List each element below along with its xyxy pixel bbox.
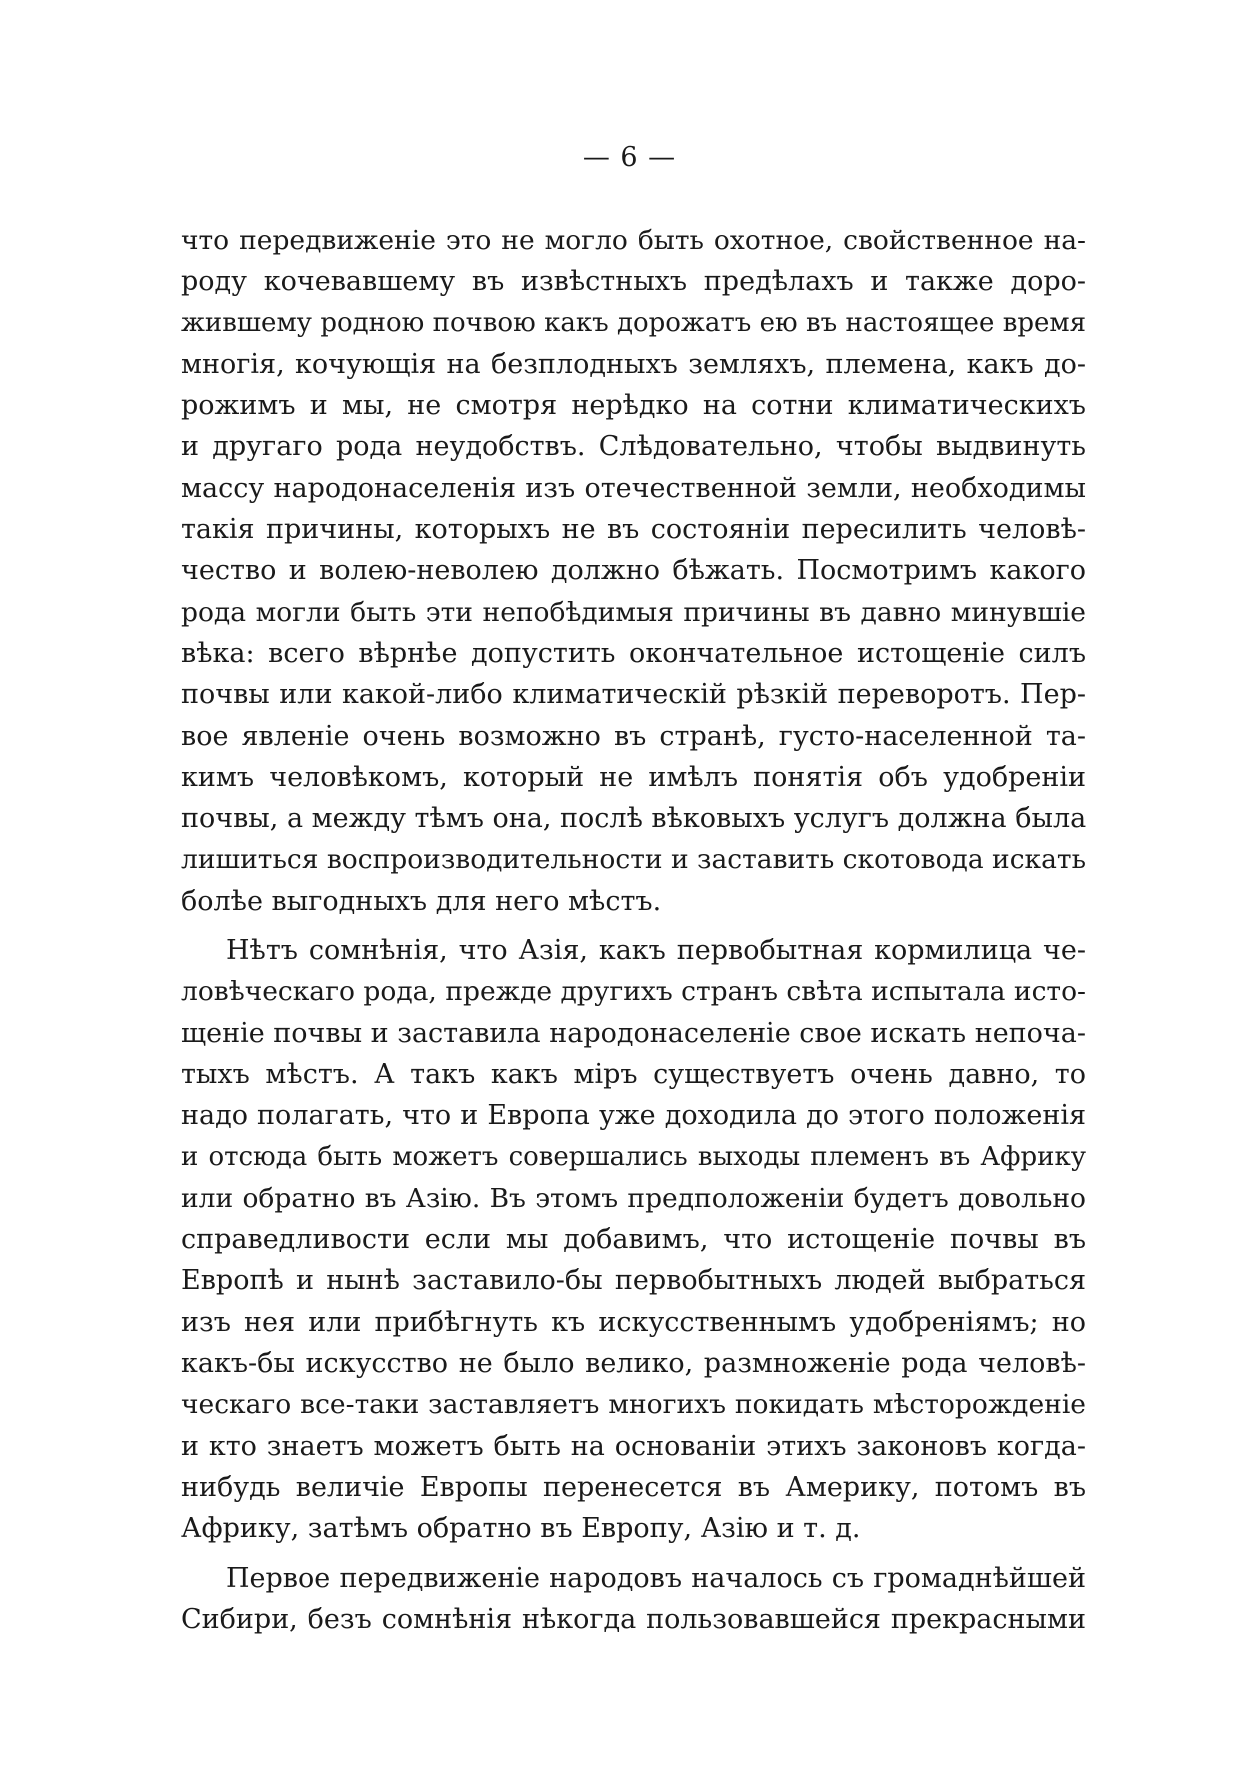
paragraph-2: [181, 930, 1086, 1549]
text-line: Африку, затѣмъ обратно въ Европу, Азію и т. д.: [181, 1513, 861, 1545]
text-line: и кто знаетъ можетъ быть на основаніи этихъ законовъ когда-: [181, 1430, 1086, 1462]
text-line: многія, кочующія на безплодныхъ земляхъ, племена, какъ до-: [181, 348, 1086, 380]
paragraph-gap: [181, 1550, 1086, 1558]
text-body: [181, 220, 1086, 1640]
text-line: какъ-бы искусство не было велико, размноженіе рода человѣ-: [181, 1348, 1086, 1380]
page-number: — 6 —: [582, 142, 677, 173]
text-line: рожимъ и мы, не смотря нерѣдко на сотни климатическихъ: [181, 390, 1086, 422]
text-line: массу народонаселенія изъ отечественной земли, необходимы: [181, 472, 1086, 504]
text-line: болѣе выгодныхъ для него мѣстъ.: [181, 885, 662, 917]
text-line: изъ нея или прибѣгнуть къ искусственнымъ удобреніямъ; но: [181, 1306, 1086, 1338]
text-line: Первое передвиженіе народовъ началось съ громаднѣйшей: [226, 1562, 1086, 1594]
text-line: лишиться воспроизводительности и заставить скотовода искать: [181, 844, 1087, 876]
text-line: рода могли быть эти непобѣдимыя причины въ давно минувшіе: [181, 596, 1086, 628]
text-line: вѣка: всего вѣрнѣе допустить окончательное истощеніе силъ: [181, 637, 1086, 669]
text-line: такія причины, которыхъ не въ состояніи пересилить человѣ-: [181, 514, 1086, 546]
text-line: тыхъ мѣстъ. А такъ какъ міръ существуетъ очень давно, то: [181, 1058, 1086, 1090]
paragraph-3: [181, 1558, 1086, 1641]
text-line: щеніе почвы и заставила народонаселеніе свое искать непоча-: [181, 1017, 1087, 1049]
text-line: надо полагать, что и Европа уже доходила до этого положенія: [181, 1100, 1086, 1132]
text-line: Европѣ и нынѣ заставило-бы первобытныхъ людей выбраться: [181, 1265, 1086, 1297]
text-line: жившему родною почвою какъ дорожатъ ею въ настоящее время: [181, 307, 1086, 338]
text-line: ловѣческаго рода, прежде другихъ странъ свѣта испытала исто-: [181, 976, 1086, 1008]
text-line: и отсюда быть можетъ совершались выходы племенъ въ Африку: [181, 1141, 1086, 1172]
text-line: вое явленіе очень возможно въ странѣ, густо-населенной та-: [181, 720, 1086, 752]
text-line: или обратно въ Азію. Въ этомъ предположеніи будетъ довольно: [181, 1182, 1086, 1214]
text-line: Нѣтъ сомнѣнія, что Азія, какъ первобытная кормилица че-: [226, 935, 1086, 967]
text-line: чество и волею-неволею должно бѣжать. Посмотримъ какого: [181, 555, 1086, 587]
text-line: роду кочевавшему въ извѣстныхъ предѣлахъ и также доро-: [181, 266, 1086, 298]
text-line: справедливости если мы добавимъ, что истощеніе почвы въ: [181, 1224, 1086, 1256]
text-line: и другаго рода неудобствъ. Слѣдовательно, чтобы выдвинуть: [181, 431, 1086, 463]
text-line: кимъ человѣкомъ, который не имѣлъ понятія объ удобреніи: [181, 761, 1086, 793]
paragraph-gap: [181, 922, 1086, 930]
text-line: нибудь величіе Европы перенесется въ Америку, потомъ въ: [181, 1471, 1086, 1503]
text-line: ческаго все-таки заставляетъ многихъ покидать мѣсторожденіе: [181, 1389, 1086, 1421]
text-line: Сибири, безъ сомнѣнія нѣкогда пользовавшейся прекрасными: [181, 1603, 1086, 1635]
text-line: почвы или какой-либо климатическій рѣзкій переворотъ. Пер-: [181, 679, 1086, 711]
paragraph-1: [181, 220, 1086, 922]
text-line: что передвиженіе это не могло быть охотное, свойственное на-: [181, 225, 1086, 256]
text-line: почвы, а между тѣмъ она, послѣ вѣковыхъ услугъ должна была: [181, 803, 1087, 835]
